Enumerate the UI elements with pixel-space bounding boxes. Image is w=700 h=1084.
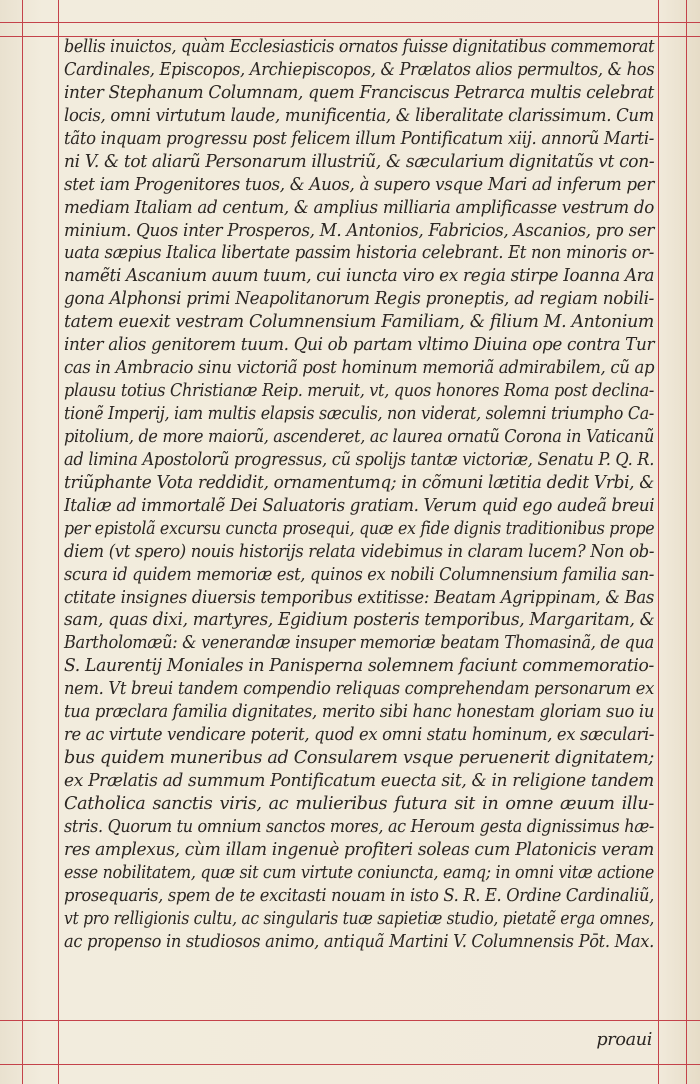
bottom-rule-2 <box>0 1064 700 1065</box>
text-line: stris. Quorum tu omnium sanctos mores, ac Heroum gesta dignissimus hæ- <box>64 816 655 837</box>
text-line: S. Laurentij Moniales in Panisperna solemnem faciunt commemoratio- <box>64 656 655 677</box>
text-line: uata sæpius Italica libertate passim historia celebrant. Et non minoris or- <box>64 243 654 264</box>
text-line: minium. Quos inter Prosperos, M. Antonios, Fabricios, Ascanios, pro ser <box>64 220 655 241</box>
text-line: pitolium, de more maiorũ, ascenderet, ac laurea ornatũ Corona in Vaticanũ <box>64 426 655 447</box>
text-line: per epistolã excursu cuncta prosequi, quæ ex fide dignis traditionibus prope <box>64 518 655 539</box>
text-line: ex Prælatis ad summum Pontificatum euecta sit, & in religione tandem <box>64 771 654 791</box>
text-line: prosequaris, spem de te excitasti nouam in isto S. R. E. Ordine Cardinaliũ, <box>64 885 654 906</box>
text-line: sam, quas dixi, martyres, Egidium posteris temporibus, Margaritam, & <box>64 610 655 631</box>
text-line: esse nobilitatem, quæ sit cum virtute coniuncta, eamq; in omni vitæ actione <box>64 862 654 883</box>
top-rule-1 <box>0 22 700 23</box>
text-line: locis, omni virtutum laude, munificentia, & liberalitate clarissimum. Cum <box>64 105 655 126</box>
right-rule-1 <box>658 0 659 1084</box>
text-line: res amplexus, cùm illam ingenuè profiteri soleas cum Platonicis veram <box>64 839 655 860</box>
text-line: vt pro relligionis cultu, ac singularis tuæ sapietiæ studio, pietatẽ erga omnes, <box>64 908 655 929</box>
text-line: Cardinales, Episcopos, Archiepiscopos, & Prælatos alios permultos, & hos <box>64 59 655 80</box>
text-line: tatem euexit vestram Columnensium Familiam, & filium M. Antonium <box>64 312 654 333</box>
text-line: cas in Ambracio sinu victoriã post hominum memoriã admirabilem, cũ ap <box>64 358 655 379</box>
text-line: tua præclara familia dignitates, merito sibi hanc honestam gloriam suo iu <box>64 702 655 723</box>
text-line: inter Stephanum Columnam, quem Franciscus Petrarca multis celebrat <box>64 82 654 103</box>
text-line: Catholica sanctis viris, ac mulieribus futura sit in omne æuum illu- <box>64 793 654 814</box>
text-line: ac propenso in studiosos animo, antiquã Martini V. Columnensis Pōt. Max. <box>64 931 655 952</box>
right-rule-2 <box>686 0 687 1084</box>
left-rule-1 <box>22 0 23 1084</box>
text-line: bellis inuictos, quàm Ecclesiasticis ornatos fuisse dignitatibus commemorat <box>64 37 655 57</box>
text-line: bus quidem muneribus ad Consularem vsque peruenerit dignitatem; <box>64 748 654 769</box>
body-text <box>64 36 654 954</box>
left-rule-2 <box>58 0 59 1084</box>
text-line: re ac virtute vendicare poterit, quod ex omni statu hominum, ex sæculari- <box>64 725 655 746</box>
text-line: Italiæ ad immortalẽ Dei Saluatoris gratiam. Verum quid ego audeã breui <box>64 495 655 516</box>
text-line: ni V. & tot aliarũ Personarum illustriũ, & sæcularium dignitatũs vt con- <box>64 151 655 172</box>
text-line: mediam Italiam ad centum, & amplius milliaria amplificasse vestrum do <box>64 197 654 218</box>
text-line: triũphante Vota reddidit, ornamentumq; in cõmuni lætitia dedit Vrbi, & <box>64 472 655 493</box>
catchword: proaui <box>596 1030 652 1050</box>
text-line: gona Alphonsi primi Neapolitanorum Regis proneptis, ad regiam nobili- <box>64 289 655 310</box>
text-line: stet iam Progenitores tuos, & Auos, à supero vsque Mari ad inferum per <box>64 174 655 195</box>
text-line: namẽti Ascanium auum tuum, cui iuncta viro ex regia stirpe Ioanna Ara <box>64 266 655 287</box>
text-line: plausu totius Christianæ Reip. meruit, vt, quos honores Roma post declina- <box>64 381 655 402</box>
text-line: tãto inquam progressu post felicem illum Pontificatum xiij. annorũ Marti- <box>64 128 655 149</box>
text-line: scura id quidem memoriæ est, quinos ex nobili Columnensium familia san- <box>64 564 654 585</box>
text-line: tionẽ Imperij, iam multis elapsis sæculis, non viderat, solemni triumpho Ca- <box>64 404 655 424</box>
text-line: nem. Vt breui tandem compendio reliquas comprehendam personarum ex <box>64 679 654 700</box>
bottom-rule-1 <box>0 1020 700 1021</box>
text-line: ctitate insignes diuersis temporibus extitisse: Beatam Agrippinam, & Bas <box>64 587 654 608</box>
text-line: inter alios genitorem tuum. Qui ob partam vltimo Diuina ope contra Tur <box>64 335 655 356</box>
text-line: Bartholomæũ: & venerandæ insuper memoriæ beatam Thomasinã, de qua <box>64 633 654 654</box>
text-line: ad limina Apostolorũ progressus, cũ spolijs tantæ victoriæ, Senatu P. Q. R. <box>64 449 655 470</box>
text-line: diem (vt spero) nouis historijs relata videbimus in claram lucem? Non ob- <box>64 541 655 562</box>
